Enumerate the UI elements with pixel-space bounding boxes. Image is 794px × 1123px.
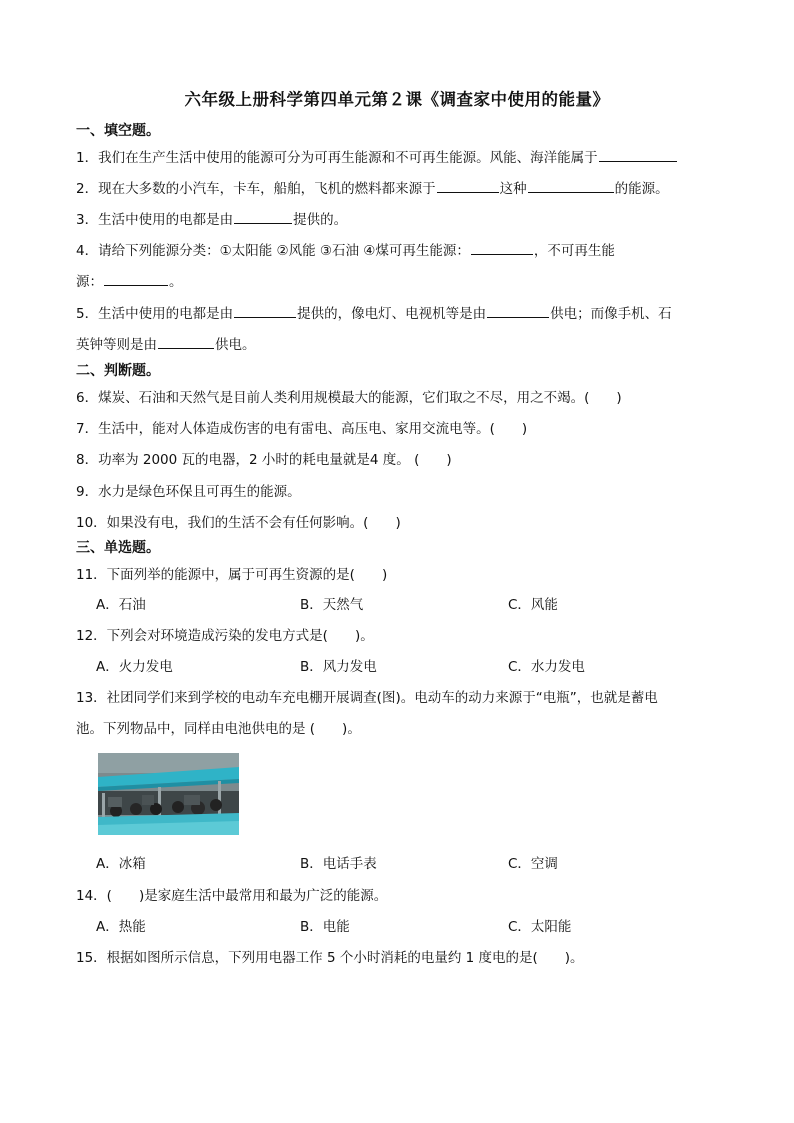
question-11-option-c[interactable]: C．风能	[508, 597, 558, 613]
question-11-option-b[interactable]: B．天然气	[300, 597, 364, 613]
question-12-option-b[interactable]: B．风力发电	[300, 659, 377, 675]
question-6: 6．煤炭、石油和天然气是目前人类利用规模最大的能源，它们取之不尽，用之不竭。( )	[76, 390, 622, 406]
answer-blank[interactable]	[471, 240, 533, 255]
question-2-text-b: 这种	[499, 181, 527, 197]
question-14-option-a[interactable]: A．热能	[96, 919, 146, 935]
question-2-text-a: 2．现在大多数的小汽车，卡车，船舶，飞机的燃料都来源于	[76, 181, 436, 197]
question-4-text-d: 。	[169, 274, 183, 290]
question-5-text-a: 5．生活中使用的电都是由	[76, 306, 234, 322]
charging-shed-photo	[98, 753, 239, 835]
answer-blank[interactable]	[528, 178, 614, 193]
section-heading-true-false: 二、判断题。	[76, 363, 160, 379]
question-13-stem-line-1: 13．社团同学们来到学校的电动车充电棚开展调查(图)。电动车的动力来源于“电瓶”，也就是蓄电	[76, 690, 658, 706]
question-7: 7．生活中，能对人体造成伤害的电有雷电、高压电、家用交流电等。( )	[76, 421, 528, 437]
question-12-option-c[interactable]: C．水力发电	[508, 659, 585, 675]
question-10: 10．如果没有电，我们的生活不会有任何影响。( )	[76, 515, 401, 531]
question-14-stem: 14．( )是家庭生活中最常用和最为广泛的能源。	[76, 888, 388, 904]
answer-blank[interactable]	[104, 271, 168, 286]
question-4-line-2	[76, 270, 183, 290]
question-4-text-c: 源：	[76, 274, 103, 290]
question-5-text-e: 供电。	[215, 337, 256, 353]
question-13-option-a[interactable]: A．冰箱	[96, 856, 146, 872]
question-1	[76, 146, 678, 166]
question-8: 8．功率为 2000 瓦的电器，2 小时的耗电量就是4 度。 ( )	[76, 452, 452, 468]
question-2-text-c: 的能源。	[614, 181, 669, 197]
question-13-option-c[interactable]: C．空调	[508, 856, 558, 872]
section-heading-fill-in: 一、填空题。	[76, 123, 160, 139]
section-heading-single-choice: 三、单选题。	[76, 540, 160, 556]
question-9: 9．水力是绿色环保且可再生的能源。	[76, 484, 301, 500]
question-12-option-a[interactable]: A．火力发电	[96, 659, 173, 675]
question-1-text: 1．我们在生产生活中使用的能源可分为可再生能源和不可再生能源。风能、海洋能属于	[76, 150, 598, 166]
question-5-text-d: 英钟等则是由	[76, 337, 157, 353]
question-5-text-b: 提供的，像电灯、电视机等是由	[297, 306, 487, 322]
question-12-stem: 12．下列会对环境造成污染的发电方式是( )。	[76, 628, 374, 644]
question-5-line-2	[76, 333, 256, 353]
question-4-line-1	[76, 239, 615, 259]
answer-blank[interactable]	[158, 334, 214, 349]
answer-blank[interactable]	[234, 209, 292, 224]
question-3-text-a: 3．生活中使用的电都是由	[76, 212, 234, 228]
question-11-option-a[interactable]: A．石油	[96, 597, 146, 613]
answer-blank[interactable]	[437, 178, 499, 193]
answer-blank[interactable]	[487, 303, 549, 318]
answer-blank[interactable]	[599, 147, 677, 162]
question-5-text-c: 供电；而像手机、石	[550, 306, 672, 322]
question-13-stem-line-2: 池。下列物品中，同样由电池供电的是 ( )。	[76, 721, 361, 737]
question-3-text-b: 提供的。	[293, 212, 348, 228]
question-2	[76, 177, 669, 197]
question-14-option-b[interactable]: B．电能	[300, 919, 350, 935]
question-4-text-b: ，不可再生能	[533, 243, 615, 259]
page-title: 六年级上册科学第四单元第２课《调查家中使用的能量》	[184, 90, 610, 109]
question-3	[76, 208, 347, 228]
question-5-line-1	[76, 302, 672, 322]
question-4-text-a: 4．请给下列能源分类：①太阳能 ②风能 ③石油 ④煤可再生能源：	[76, 243, 470, 259]
answer-blank[interactable]	[234, 303, 296, 318]
question-15: 15．根据如图所示信息，下列用电器工作 5 个小时消耗的电量约 1 度电的是( )。	[76, 950, 584, 966]
question-13-option-b[interactable]: B．电话手表	[300, 856, 377, 872]
question-14-option-c[interactable]: C．太阳能	[508, 919, 572, 935]
question-11-stem: 11．下面列举的能源中，属于可再生资源的是( )	[76, 567, 388, 583]
